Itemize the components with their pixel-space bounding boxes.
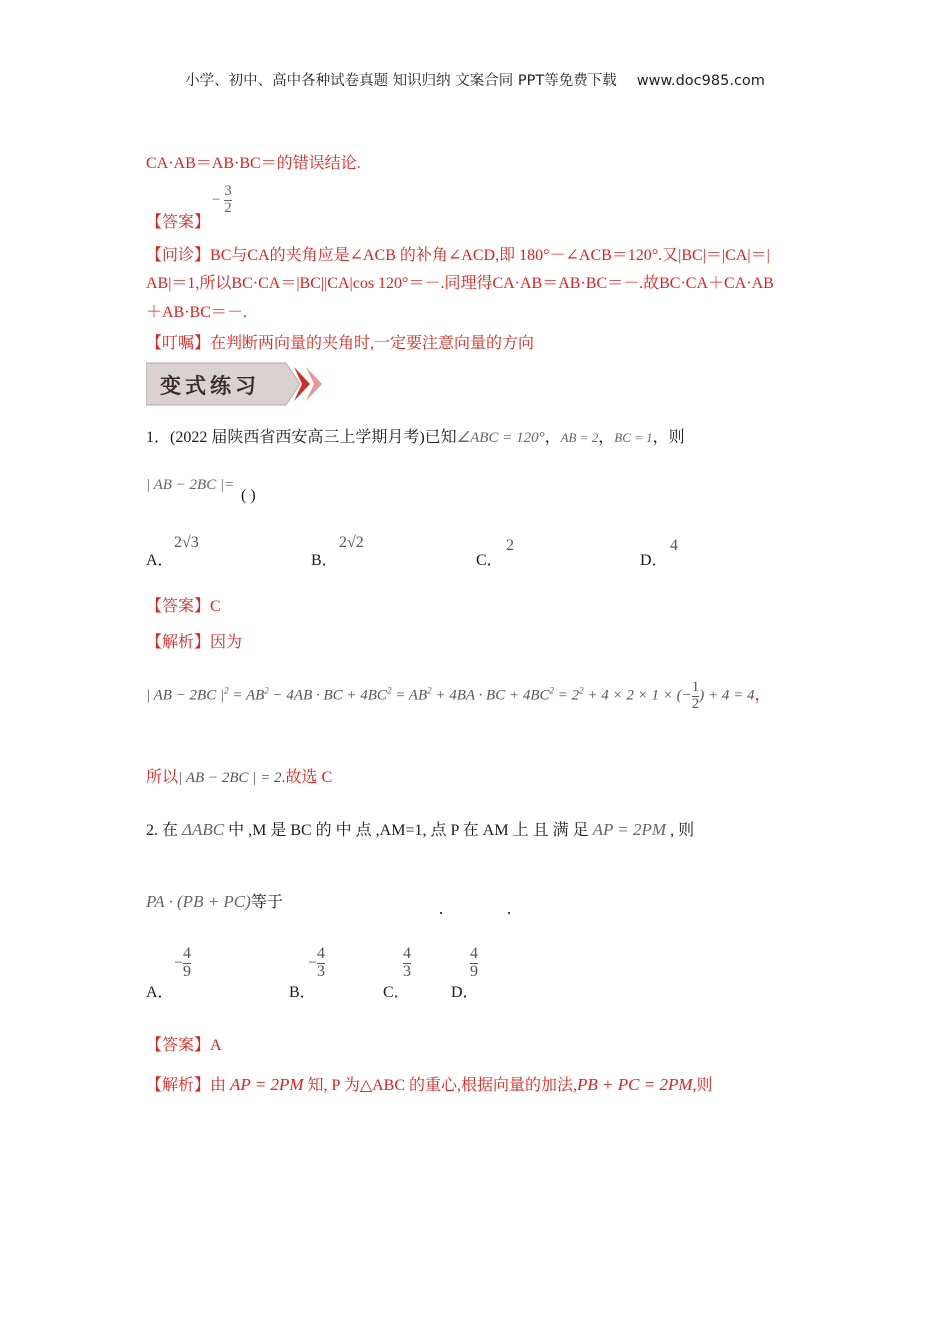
q2-option-d-label[interactable]: D．: [451, 984, 479, 1001]
calc-part: | AB − 2BC |: [146, 687, 225, 704]
fraction: [470, 946, 478, 981]
intro-answer-label: 【答案】: [146, 214, 211, 231]
calc-part: = 2: [554, 687, 580, 704]
conclusion-prefix: 所以: [146, 769, 179, 786]
denominator: 2: [691, 695, 700, 712]
separator: ，: [598, 429, 615, 446]
calc-part: = AB: [228, 687, 265, 704]
tip-label: 【叮嘱】: [146, 335, 211, 352]
denominator: 9: [183, 962, 192, 980]
q1-option-a-label[interactable]: A．: [146, 552, 174, 569]
diagnosis-line-3: ＋AB·BC＝－.: [146, 304, 247, 321]
superscript: 2: [549, 685, 555, 696]
header-title: 小学、初中、高中各种试卷真题 知识归纳 文案合同 PPT等免费下载: [185, 73, 617, 89]
q2-analysis: [146, 1072, 713, 1095]
q2-stem-text: 中 ,M 是 BC 的 中 点 ,AM=1, 点 P 在 AM 上 且 满 足: [224, 822, 593, 839]
q1-condition-ab: AB = 2: [560, 430, 599, 445]
calc-part: = AB: [391, 687, 428, 704]
q1-calculation: [146, 680, 771, 713]
q2-expression-math: PA · (PB + PC): [146, 892, 251, 911]
q2-option-d-value: [470, 946, 478, 981]
q1-condition-bc: BC = 1: [614, 430, 653, 445]
page-header: [0, 69, 950, 90]
q2-option-c-label[interactable]: C．: [383, 984, 410, 1001]
fraction: [183, 946, 191, 981]
q2-option-b-label[interactable]: B．: [289, 984, 316, 1001]
calc-part: + 4BA · BC + 4BC: [431, 687, 550, 704]
superscript: 2: [386, 685, 392, 696]
q1-option-d-value: 4: [670, 537, 678, 554]
numerator: 4: [317, 945, 326, 962]
fraction: [224, 184, 232, 217]
q2-stem: [146, 817, 694, 840]
q1-option-d-label[interactable]: D．: [640, 552, 668, 569]
q2-option-a-value: [174, 946, 191, 981]
numerator: 4: [403, 945, 411, 962]
calc-part: − 4AB · BC + 4BC: [268, 687, 387, 704]
calc-comma: ，: [754, 686, 771, 704]
q2-option-c-value: [403, 946, 411, 981]
q2-equals: 等于: [250, 894, 283, 911]
q1-blank: ( ): [241, 487, 256, 504]
dot-mark: [440, 912, 442, 914]
superscript: 2: [579, 685, 584, 696]
denominator: 3: [403, 962, 411, 980]
diagnosis-label: 【问诊】: [146, 247, 211, 264]
q2-option-b-value: [308, 946, 325, 981]
calc-part: ) + 4 = 4: [699, 687, 755, 704]
analysis-expression: AP = 2PM: [230, 1075, 304, 1094]
tip-line: [146, 330, 534, 353]
q1-option-b-value: 2√2: [339, 534, 364, 551]
numerator: 4: [470, 945, 478, 962]
q1-option-c-value: 2: [506, 537, 514, 554]
q2-stem-text: 2. 在: [146, 822, 183, 839]
sign: −: [174, 954, 184, 972]
fraction: [317, 946, 325, 981]
q1-stem-end: ，则: [652, 429, 685, 446]
header-site-link[interactable]: www.doc985.com: [636, 73, 765, 89]
diagnosis-line-1: [146, 242, 770, 265]
analysis-label: 【解析】: [146, 1077, 211, 1094]
intro-line: CA·AB＝AB·BC＝的错误结论.: [146, 155, 361, 172]
conclusion-expression: | AB − 2BC | = 2: [178, 770, 282, 786]
tip-text: 在判断两向量的夹角时,一定要注意向量的方向: [210, 335, 535, 352]
q1-conclusion: [146, 764, 332, 787]
q1-option-c-label[interactable]: C．: [476, 552, 503, 569]
section-banner: [146, 361, 324, 407]
analysis-expression: PB + PC = 2PM: [577, 1075, 693, 1094]
superscript: 2: [224, 685, 229, 696]
conclusion-suffix: .故选 C: [281, 769, 333, 786]
denominator: 2: [224, 199, 232, 216]
denominator: 9: [470, 962, 478, 980]
denominator: 3: [317, 962, 326, 980]
fraction: [403, 946, 411, 981]
q1-option-a-value: 2√3: [174, 534, 199, 551]
analysis-text: ,则: [692, 1077, 713, 1094]
superscript: 2: [264, 685, 269, 696]
q2-triangle: ΔABC: [182, 820, 225, 839]
answer-sign: −: [212, 191, 221, 208]
q1-analysis-label: 【解析】因为: [146, 634, 243, 651]
dot-mark: [508, 912, 510, 914]
q1-expression-math: | AB − 2BC |=: [146, 477, 235, 493]
q1-option-b-label[interactable]: B．: [311, 552, 338, 569]
analysis-text: 由: [210, 1077, 231, 1094]
numerator: 3: [224, 183, 232, 199]
numerator: 4: [183, 945, 192, 962]
analysis-text: 知, P 为△ABC 的重心,根据向量的加法,: [303, 1077, 578, 1094]
q2-option-a-label[interactable]: A．: [146, 984, 174, 1001]
q2-stem-end: , 则: [666, 822, 695, 839]
calc-part: + 4 × 2 × 1 × (−: [583, 687, 692, 704]
diagnosis-text-1: BC与CA的夹角应是∠ACB 的补角∠ACD,即 180°－∠ACB＝120°.又|BC|＝|CA|＝|: [210, 247, 770, 264]
q1-stem-text: 1．(2022 届陕西省西安高三上学期月考)已知: [146, 429, 457, 446]
q1-stem: [146, 424, 685, 447]
sign: −: [308, 954, 318, 972]
q1-answer: 【答案】C: [146, 598, 221, 615]
separator: ，: [544, 429, 561, 446]
q1-condition-angle: ∠ABC = 120°: [456, 430, 545, 446]
q1-expression: [146, 476, 234, 494]
diagnosis-line-2: AB|＝1,所以BC·CA＝|BC||CA|cos 120°＝－.同理得CA·AB＝AB·BC＝－.故BC·CA＋CA·AB: [146, 275, 774, 292]
q2-condition: AP = 2PM: [592, 820, 667, 839]
q2-expression: [146, 889, 283, 912]
intro-answer-fraction: [212, 184, 232, 217]
banner-text: 变式练习: [160, 374, 260, 398]
numerator: 1: [691, 679, 700, 695]
q2-answer: 【答案】A: [146, 1037, 222, 1054]
superscript: 2: [427, 685, 432, 696]
